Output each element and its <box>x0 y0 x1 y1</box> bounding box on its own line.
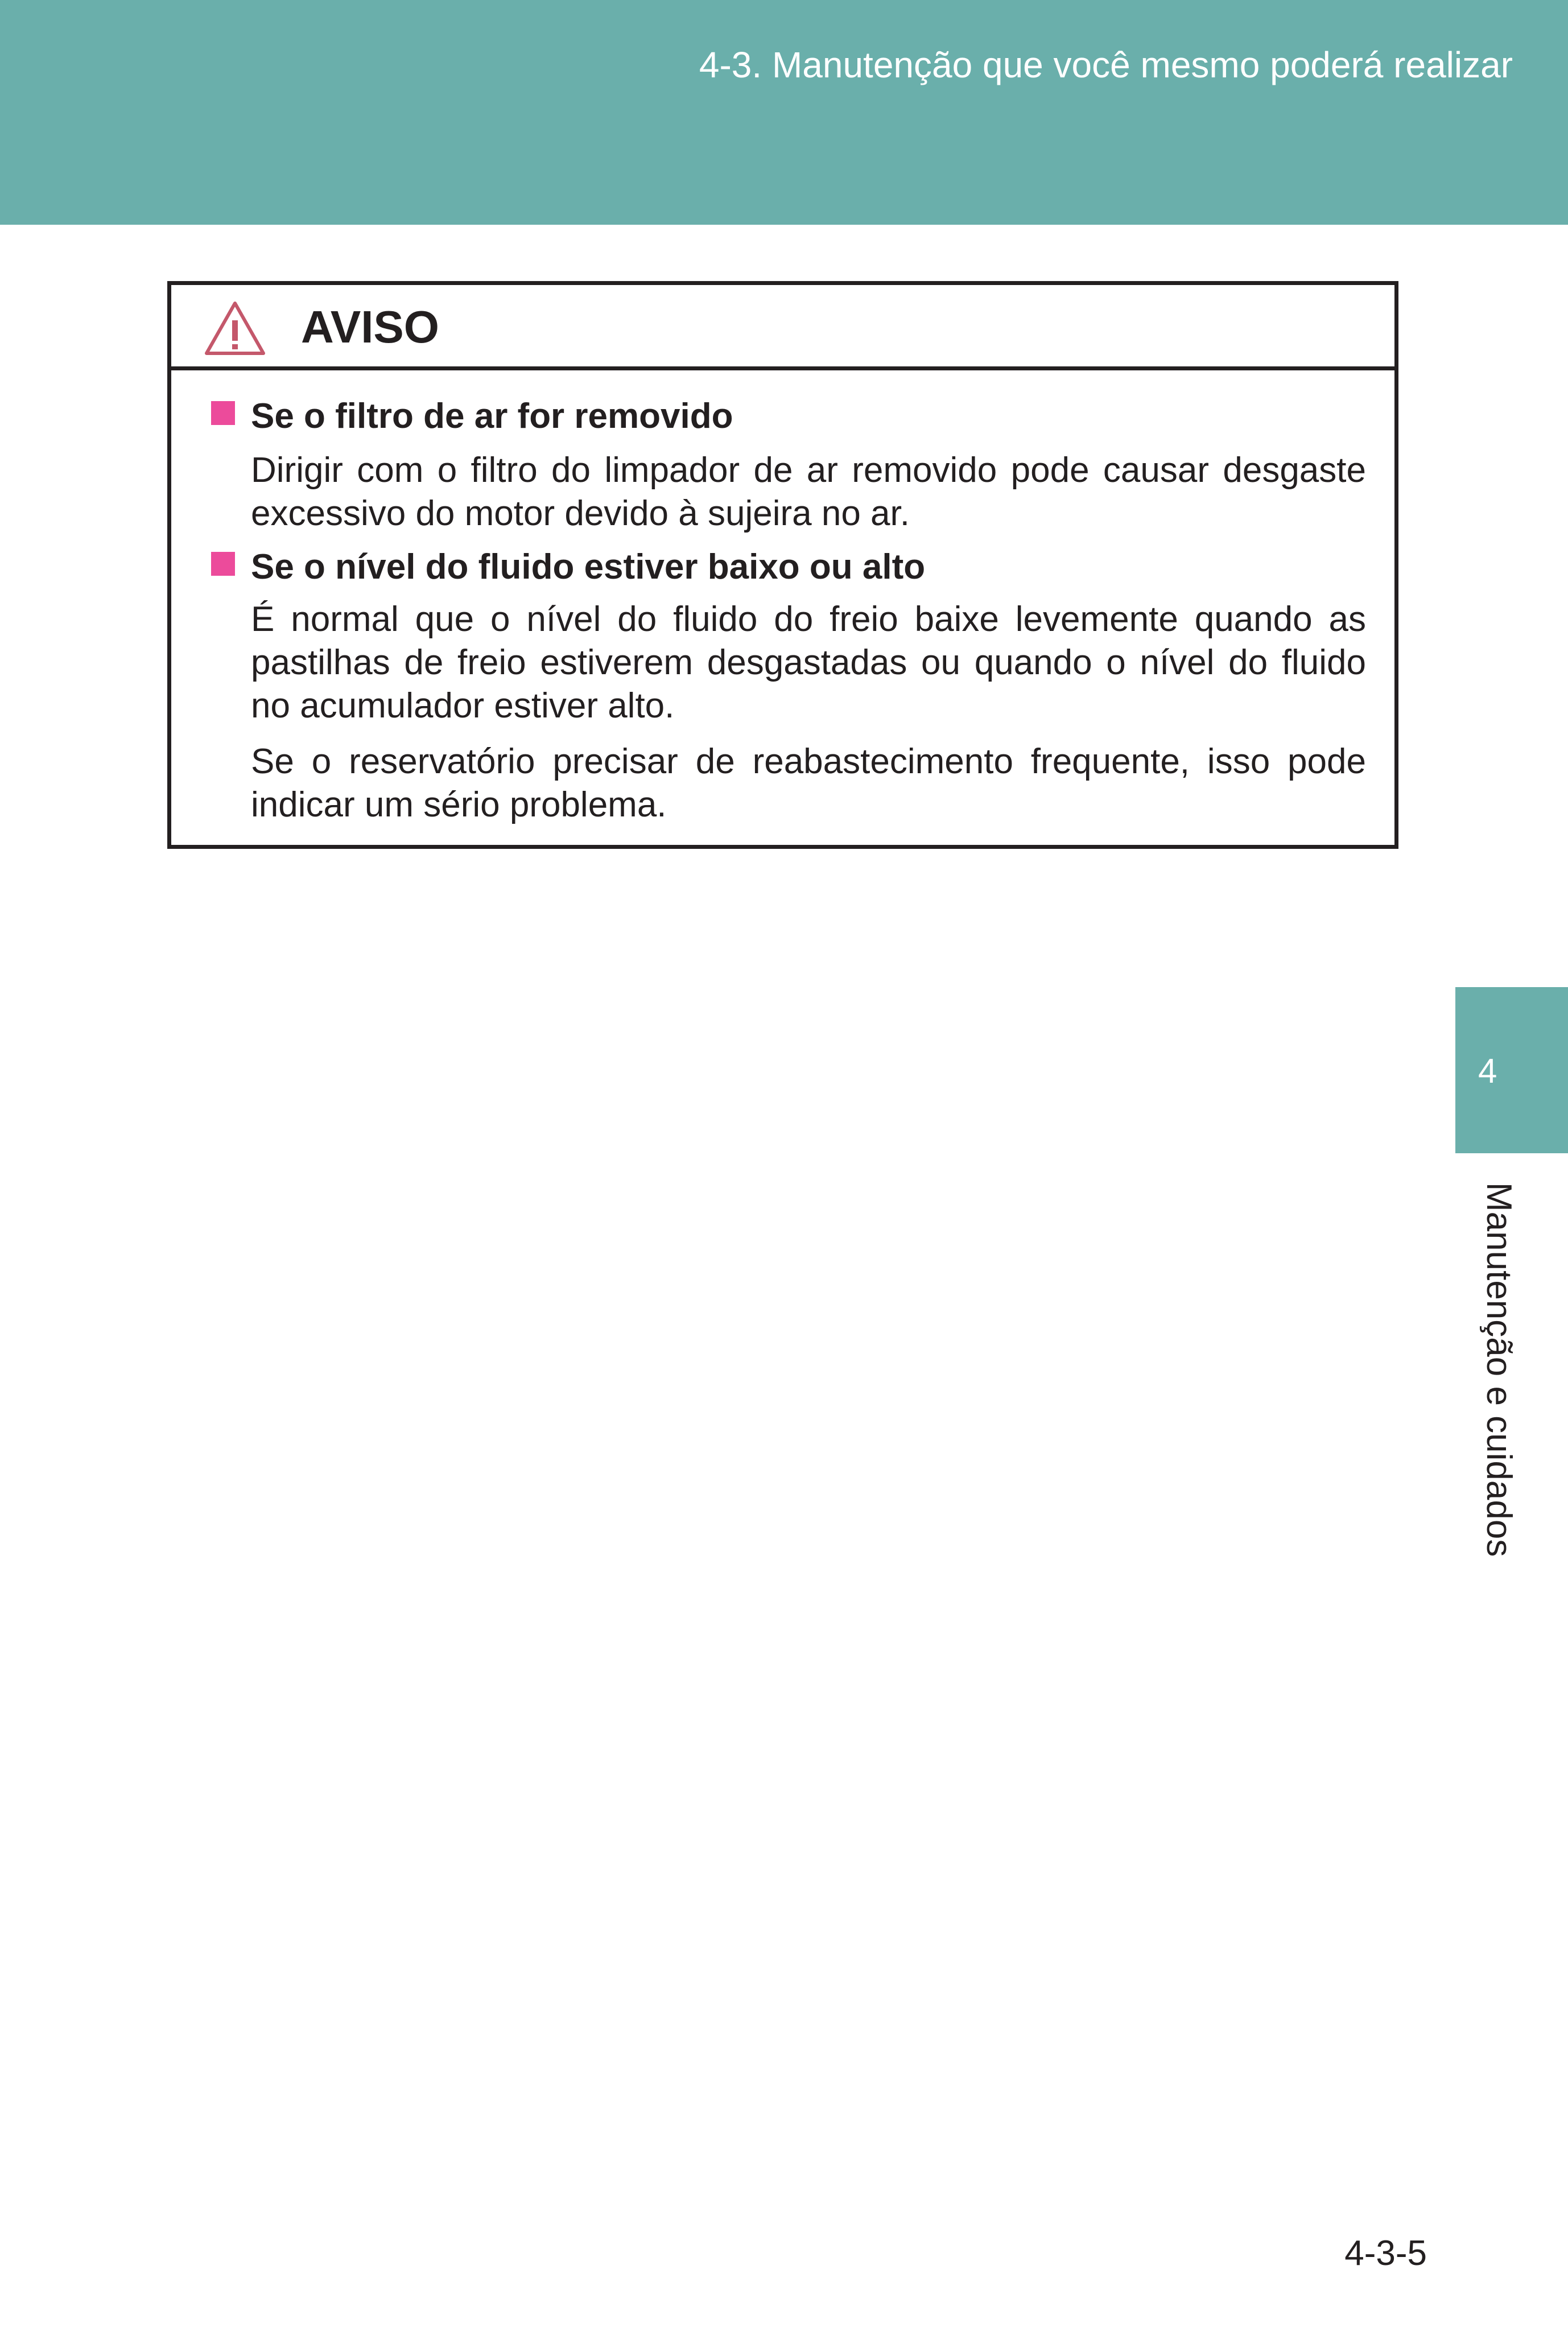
warning-triangle-icon <box>203 300 267 357</box>
section-paragraph: É normal que o nível do fluido do freio baixe levemente quando as pastilhas de freio estiverem desgastadas ou quando o nível do fluido no acumulador estiver alto. <box>251 600 1366 725</box>
section-paragraph: Se o reservatório precisar de reabastecimento frequente, isso pode indicar um sério problema. <box>251 742 1366 824</box>
section-paragraph: Dirigir com o filtro do limpador de ar removido pode causar desgaste excessivo do motor devido à sujeira no ar. <box>251 451 1366 533</box>
square-bullet-icon <box>211 401 235 425</box>
warning-title: AVISO <box>301 302 440 352</box>
section-title: 4-3. Manutenção que você mesmo poderá realizar <box>699 44 1513 85</box>
header-band <box>0 0 1568 225</box>
warning-box <box>167 281 1398 849</box>
chapter-label: Manutenção e cuidados <box>1479 1182 1519 1557</box>
square-bullet-icon <box>211 552 235 576</box>
section-heading: Se o filtro de ar for removido <box>251 397 733 436</box>
section-heading: Se o nível do fluido estiver baixo ou alto <box>251 547 926 587</box>
warning-header <box>171 285 1394 370</box>
chapter-number: 4 <box>1478 1052 1497 1090</box>
chapter-tab <box>1455 987 1568 1153</box>
page-number: 4-3-5 <box>1344 2234 1427 2273</box>
